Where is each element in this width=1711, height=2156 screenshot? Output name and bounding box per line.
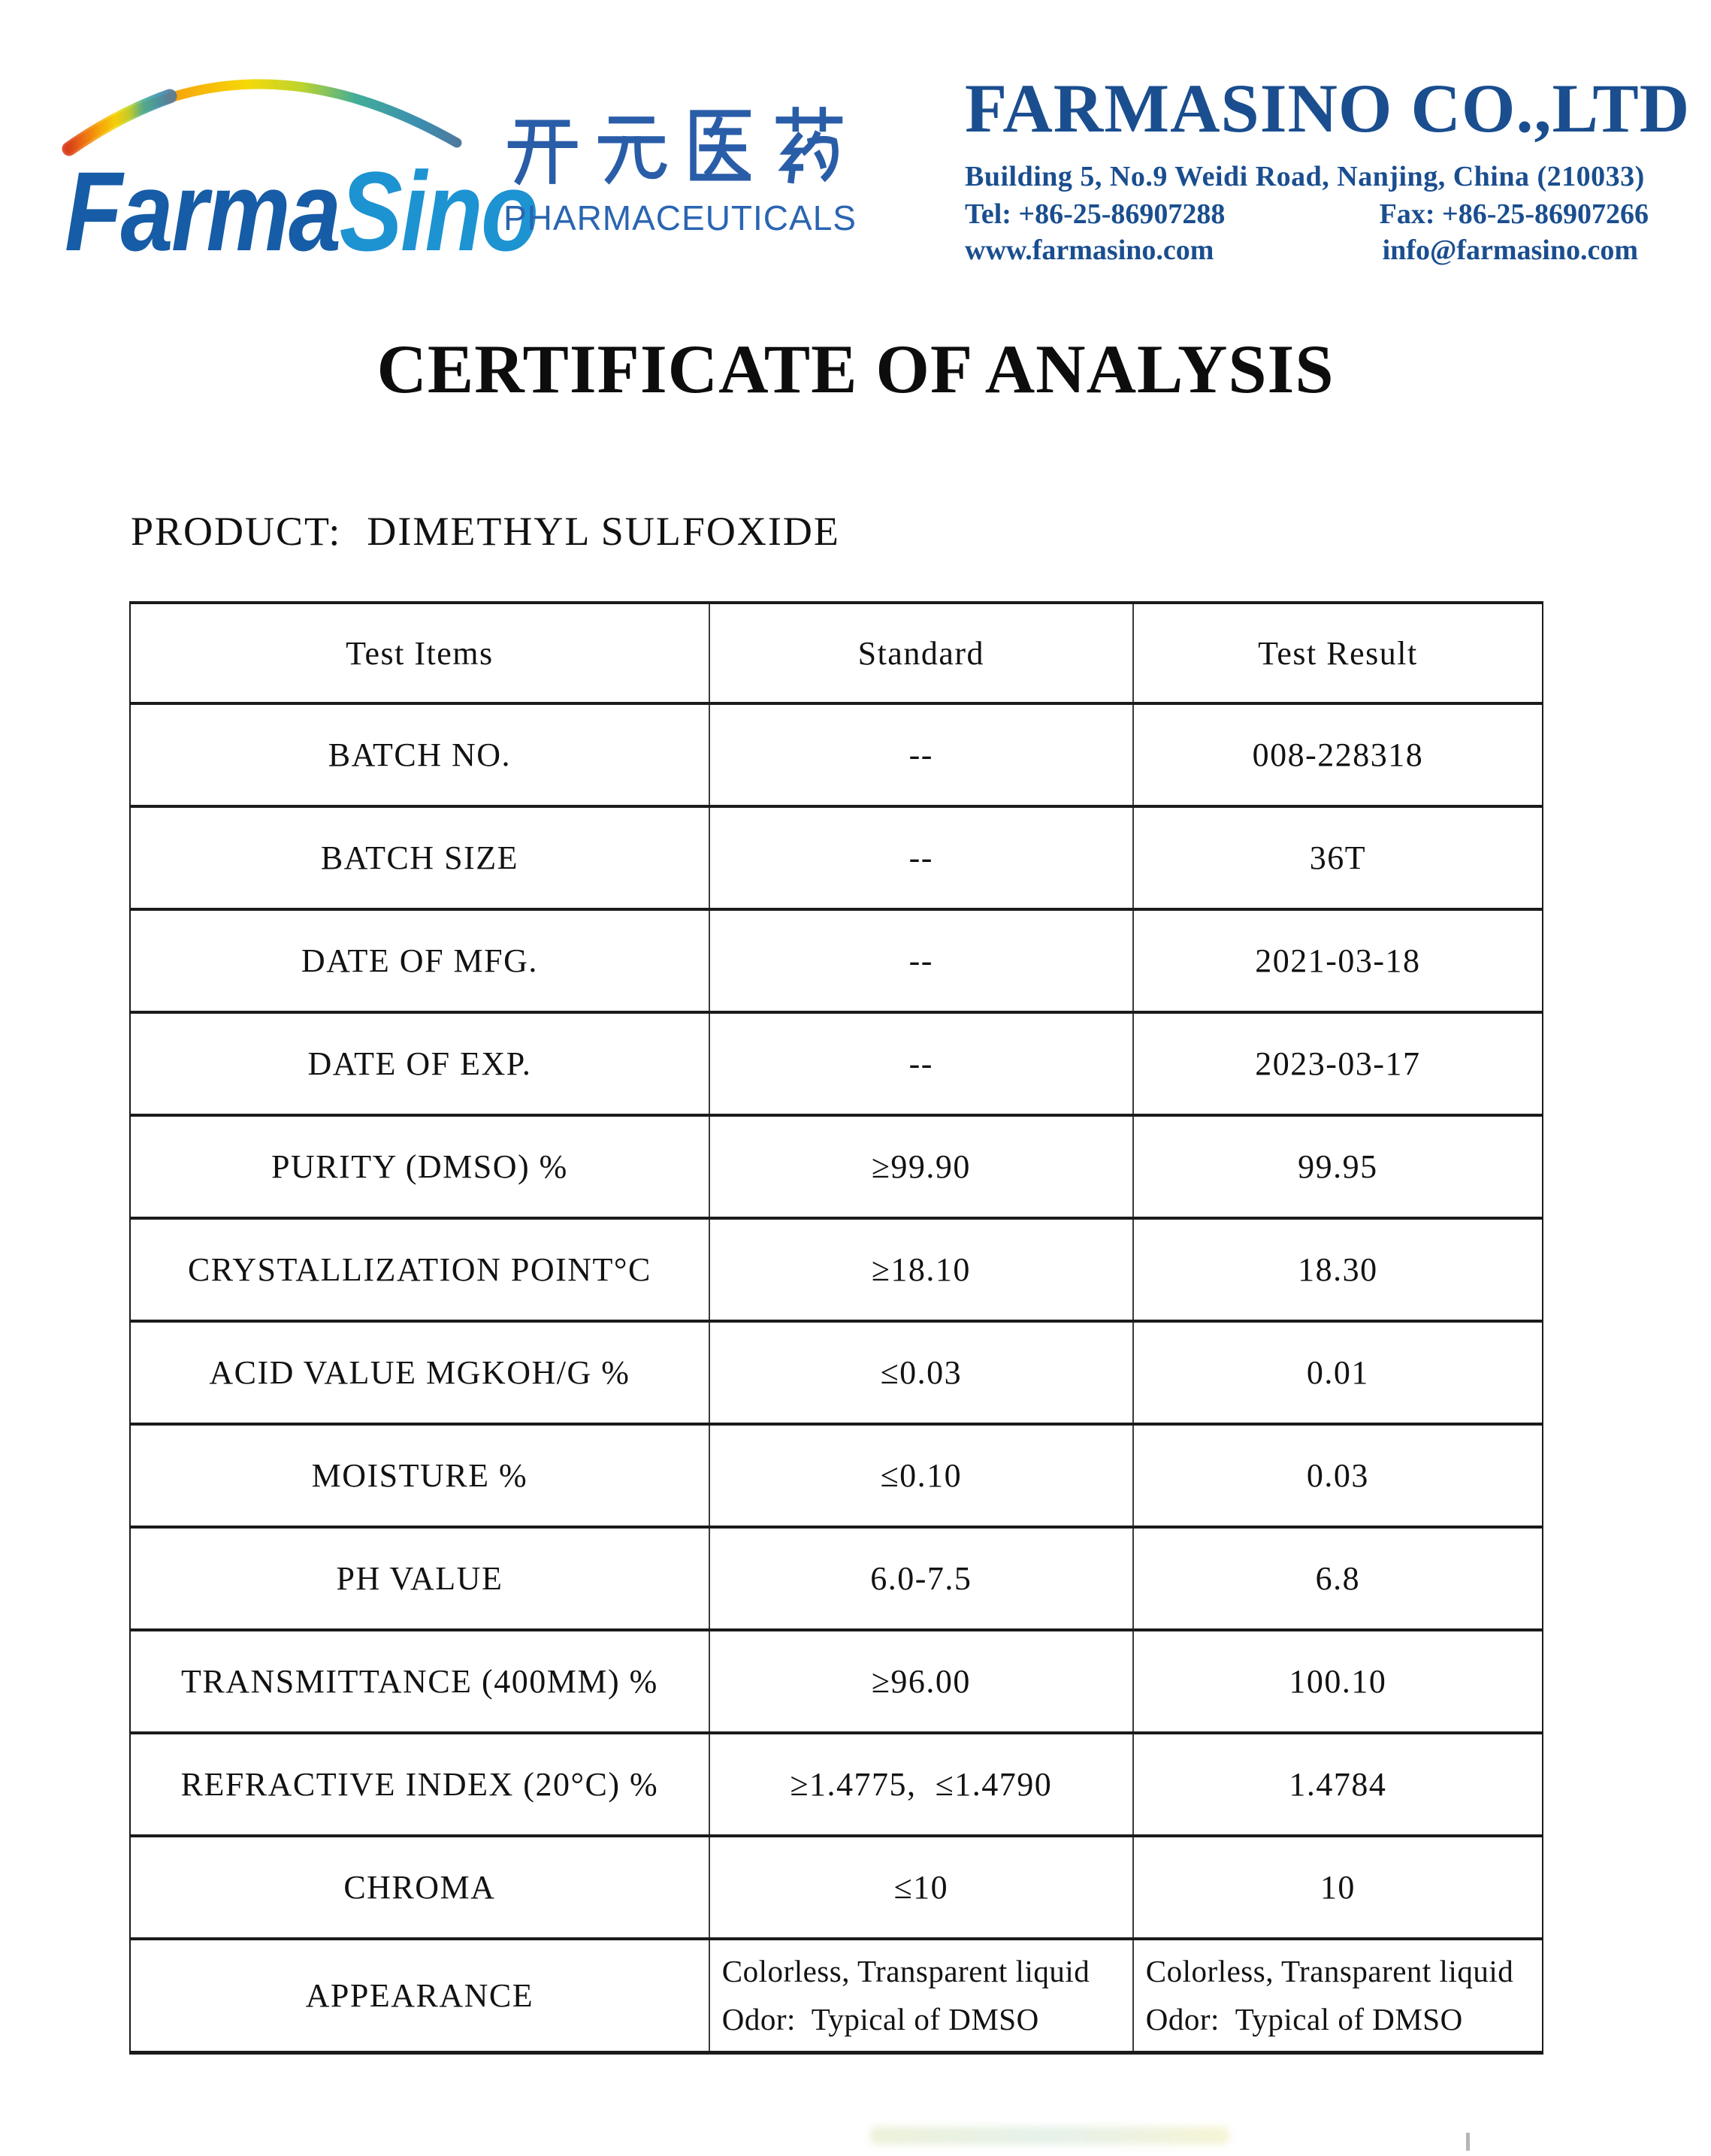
table-row: [130, 1424, 1543, 1527]
table-header-row: [130, 603, 1543, 703]
table-row: [130, 1115, 1543, 1218]
result-cell: 1.4784: [1133, 1733, 1543, 1836]
test-item-cell: CRYSTALLIZATION POINT°C: [130, 1218, 709, 1321]
test-item-cell: BATCH NO.: [130, 703, 709, 806]
table-row: [130, 1527, 1543, 1630]
test-item-cell: DATE OF MFG.: [130, 909, 709, 1012]
standard-cell: ≤0.10: [709, 1424, 1133, 1527]
test-item-cell: DATE OF EXP.: [130, 1012, 709, 1115]
standard-cell: --: [709, 703, 1133, 806]
table-row-appearance: [130, 1939, 1543, 2053]
pharmaceuticals-subtitle: PHARMACEUTICALS: [503, 198, 857, 237]
cn-char-yuan: [601, 120, 663, 180]
standard-cell: --: [709, 909, 1133, 1012]
appearance-standard-line1: Colorless, Transparent liquid: [721, 1954, 1090, 1988]
company-address: Building 5, No.9 Weidi Road, Nanjing, China (210033): [965, 161, 1645, 192]
analysis-results-table: [129, 601, 1543, 2055]
standard-cell: ≥18.10: [709, 1218, 1133, 1321]
test-item-cell: BATCH SIZE: [130, 806, 709, 909]
result-cell: 008-228318: [1133, 703, 1543, 806]
result-cell: 10: [1133, 1836, 1543, 1939]
test-item-cell: APPEARANCE: [130, 1939, 709, 2053]
appearance-result-line1: Colorless, Transparent liquid: [1145, 1954, 1514, 1988]
result-cell: 99.95: [1133, 1115, 1543, 1218]
table-row: [130, 806, 1543, 909]
standard-cell: ≤10: [709, 1836, 1133, 1939]
company-fax: Fax: +86-25-86907266: [1379, 198, 1649, 230]
test-item-cell: CHROMA: [130, 1836, 709, 1939]
product-line: [131, 508, 840, 555]
table-row: [130, 1218, 1543, 1321]
appearance-result-line2: Odor: Typical of DMSO: [1145, 2001, 1463, 2037]
column-header-test-items: Test Items: [130, 603, 709, 703]
product-label: PRODUCT:: [131, 509, 342, 554]
wordmark-sino: Sino: [339, 148, 537, 274]
appearance-standard-line2: Odor: Typical of DMSO: [721, 2001, 1039, 2037]
result-cell: 100.10: [1133, 1630, 1543, 1733]
result-cell: 36T: [1133, 806, 1543, 909]
farmasino-wordmark: [65, 148, 537, 274]
test-item-cell: PH VALUE: [130, 1527, 709, 1630]
result-cell: 0.03: [1133, 1424, 1543, 1527]
test-item-cell: MOISTURE %: [130, 1424, 709, 1527]
company-web-email-line: [965, 236, 1649, 265]
standard-cell: ≤0.03: [709, 1321, 1133, 1424]
scan-artifact-smudge: [870, 2127, 1229, 2145]
result-cell: 6.8: [1133, 1527, 1543, 1630]
test-item-cell: TRANSMITTANCE (400MM) %: [130, 1630, 709, 1733]
result-cell: 2021-03-18: [1133, 909, 1543, 1012]
result-cell: 2023-03-17: [1133, 1012, 1543, 1115]
result-cell: 0.01: [1133, 1321, 1543, 1424]
test-item-cell: PURITY (DMSO) %: [130, 1115, 709, 1218]
result-cell: 18.30: [1133, 1218, 1543, 1321]
table-row: [130, 1321, 1543, 1424]
company-email: info@farmasino.com: [1382, 234, 1638, 266]
product-value: DIMETHYL SULFOXIDE: [367, 509, 840, 554]
standard-cell: --: [709, 806, 1133, 909]
table-row: [130, 703, 1543, 806]
company-tel-fax-line: [965, 200, 1649, 228]
standard-cell: [709, 1939, 1133, 2053]
cn-char-yi: [694, 113, 748, 177]
company-website: www.farmasino.com: [965, 234, 1214, 266]
wordmark-farma: Farma: [65, 148, 340, 274]
column-header-test-result: Test Result: [1133, 603, 1543, 703]
test-item-cell: REFRACTIVE INDEX (20°C) %: [130, 1733, 709, 1836]
company-name: FARMASINO CO.,LTD: [965, 70, 1691, 147]
table-row: [130, 909, 1543, 1012]
scan-artifact-tick: [1466, 2133, 1470, 2151]
standard-cell: ≥96.00: [709, 1630, 1133, 1733]
chinese-logotype: [505, 104, 847, 188]
company-tel: Tel: +86-25-86907288: [965, 198, 1226, 230]
table-row: [130, 1733, 1543, 1836]
cn-char-yao: [779, 110, 839, 180]
test-item-cell: ACID VALUE MGKOH/G %: [130, 1321, 709, 1424]
document-title: CERTIFICATE OF ANALYSIS: [376, 331, 1335, 407]
table-row: [130, 1836, 1543, 1939]
standard-cell: --: [709, 1012, 1133, 1115]
table-row: [130, 1630, 1543, 1733]
standard-cell: 6.0-7.5: [709, 1527, 1133, 1630]
result-cell: [1133, 1939, 1543, 2053]
standard-cell: ≥1.4775, ≤1.4790: [709, 1733, 1133, 1836]
rainbow-arc-icon: [59, 68, 470, 156]
table-row: [130, 1012, 1543, 1115]
column-header-standard: Standard: [709, 603, 1133, 703]
standard-cell: ≥99.90: [709, 1115, 1133, 1218]
cn-char-kai: [511, 123, 574, 180]
